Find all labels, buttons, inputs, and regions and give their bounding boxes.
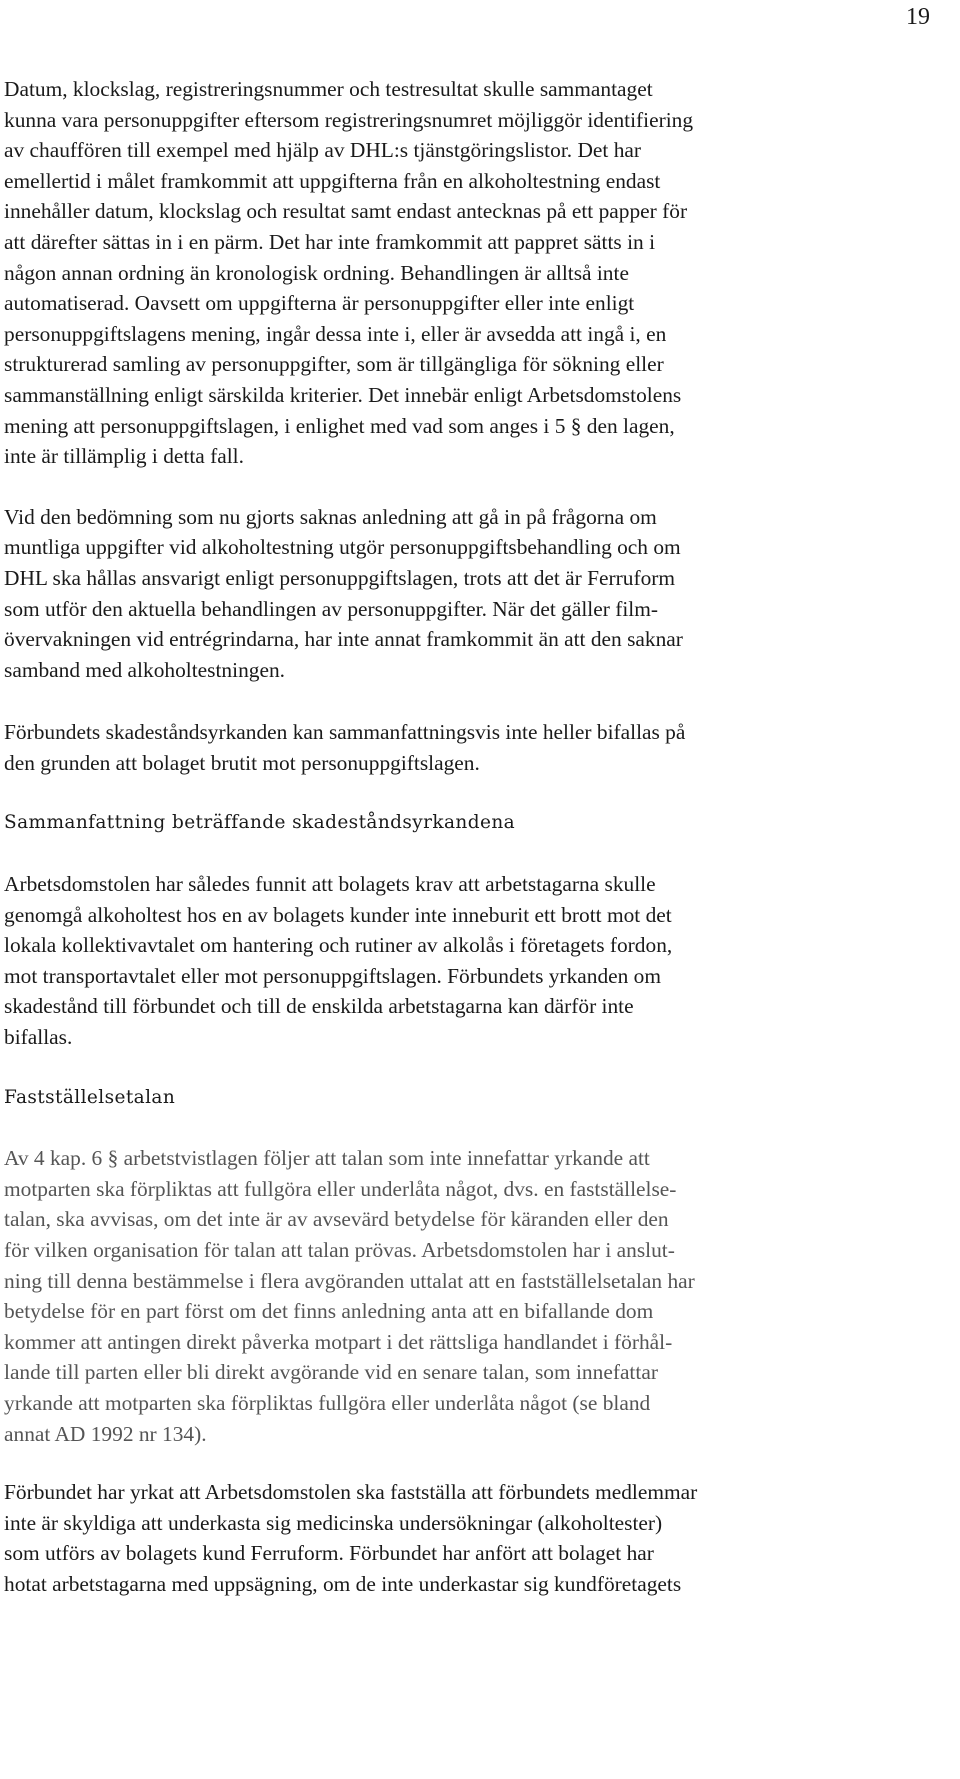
text-line: inte är skyldiga att underkasta sig medicinska undersökningar (alkoholtester) (4, 1510, 663, 1535)
text-line: samband med alkoholtestningen. (4, 657, 285, 682)
text-line: DHL ska hållas ansvarigt enligt personuppgiftslagen, trots att det är Ferruform (4, 565, 676, 590)
text-line: innehåller datum, klockslag och resultat samt endast antecknas på ett papper för (4, 199, 688, 224)
text-line: hotat arbetstagarna med uppsägning, om de inte underkastar sig kundföretagets (4, 1571, 682, 1596)
text-line: mot transportavtalet eller mot personuppgiftslagen. Förbundets yrkanden om (4, 963, 662, 988)
text-line: yrkande att motparten ska förpliktas fullgöra eller underlåta något (se bland (4, 1390, 651, 1415)
text-line: bifallas. (4, 1025, 73, 1050)
text-line: mening att personuppgiftslagen, i enlighet med vad som anges i 5 § den lagen, (4, 413, 675, 438)
section-heading-declaratory-action: Fastställelsetalan (4, 1086, 176, 1108)
text-line: av chauffören till exempel med hjälp av DHL:s tjänstgöringslistor. Det har (4, 138, 642, 163)
text-line: strukturerad samling av personuppgifter, som är tillgängliga för sökning eller (4, 352, 664, 377)
text-line: skadestånd till förbundet och till de enskilda arbetstagarna kan därför inte (4, 994, 634, 1019)
text-line: genomgå alkoholtest hos en av bolagets kunder inte inneburit ett brott mot det (4, 902, 672, 927)
text-line: Arbetsdomstolen har således funnit att bolagets krav att arbetstagarna skulle (4, 872, 656, 897)
text-line: inte är tillämplig i detta fall. (4, 444, 244, 469)
text-line: Av 4 kap. 6 § arbetstvistlagen följer att talan som inte innefattar yrkande att (4, 1146, 650, 1171)
text-line: Förbundet har yrkat att Arbetsdomstolen ska fastställa att förbundets medlemmar (4, 1480, 698, 1505)
text-line: muntliga uppgifter vid alkoholtestning utgör personuppgiftsbehandling och om (4, 535, 681, 560)
text-line: Vid den bedömning som nu gjorts saknas anledning att gå in på frågorna om (4, 504, 657, 529)
text-line: annat AD 1992 nr 134). (4, 1421, 207, 1446)
text-line: som utför den aktuella behandlingen av personuppgifter. När det gäller film- (4, 596, 658, 621)
text-line: motparten ska förpliktas att fullgöra eller underlåta något, dvs. en fastställelse- (4, 1176, 677, 1201)
paragraph-summary (4, 869, 944, 1053)
document-body (4, 74, 944, 1600)
text-line: personuppgiftslagens mening, ingår dessa inte i, eller är avsedda att ingå i, en (4, 321, 667, 346)
text-line: lande till parten eller bli direkt avgörande vid en senare talan, som innefattar (4, 1360, 658, 1385)
text-line: talan, ska avvisas, om det inte är av avsevärd betydelse för käranden eller den (4, 1207, 669, 1232)
text-line: kunna vara personuppgifter eftersom registreringsnumret möjliggör identifiering (4, 107, 694, 132)
text-line: ning till denna bestämmelse i flera avgöranden uttalat att en fastställelsetalan har (4, 1268, 695, 1293)
paragraph-personal-data-assessment (4, 74, 944, 472)
text-line: som utförs av bolagets kund Ferruform. Förbundet har anfört att bolaget har (4, 1541, 654, 1566)
section-heading-summary: Sammanfattning beträffande skadeståndsyrkandena (4, 812, 516, 834)
text-line: emellertid i målet framkommit att uppgifterna från en alkoholtestning endast (4, 168, 661, 193)
paragraph-oral-data-assessment (4, 502, 944, 686)
text-line: någon annan ordning än kronologisk ordning. Behandlingen är alltså inte (4, 260, 629, 285)
text-line: betydelse för en part först om det finns anledning anta att en bifallande dom (4, 1299, 654, 1324)
text-line: för vilken organisation för talan att talan prövas. Arbetsdomstolen har i anslut- (4, 1238, 675, 1262)
text-line: Förbundets skadeståndsyrkanden kan sammanfattningsvis inte heller bifallas på (4, 720, 686, 745)
text-line: sammanställning enligt särskilda kriterier. Det innebär enligt Arbetsdomstolens (4, 382, 682, 407)
text-line: den grunden att bolaget brutit mot personuppgiftslagen. (4, 750, 480, 775)
text-line: automatiserad. Oavsett om uppgifterna är personuppgifter eller inte enligt (4, 291, 635, 316)
page-number: 19 (906, 4, 930, 30)
text-line: övervakningen vid entrégrindarna, har inte annat framkommit än att den saknar (4, 627, 683, 652)
paragraph-union-claim (4, 1477, 944, 1599)
text-line: lokala kollektivavtalet om hantering och rutiner av alkolås i företagets fordon, (4, 933, 673, 958)
text-line: kommer att antingen direkt påverka motpart i det rättsliga handlandet i förhål- (4, 1329, 673, 1354)
text-line: att därefter sättas in i en pärm. Det har inte framkommit att pappret sätts in i (4, 229, 656, 254)
paragraph-declaratory-rules (4, 1143, 944, 1449)
paragraph-damages-conclusion (4, 717, 944, 778)
text-line: Datum, klockslag, registreringsnummer och testresultat skulle sammantaget (4, 77, 653, 101)
